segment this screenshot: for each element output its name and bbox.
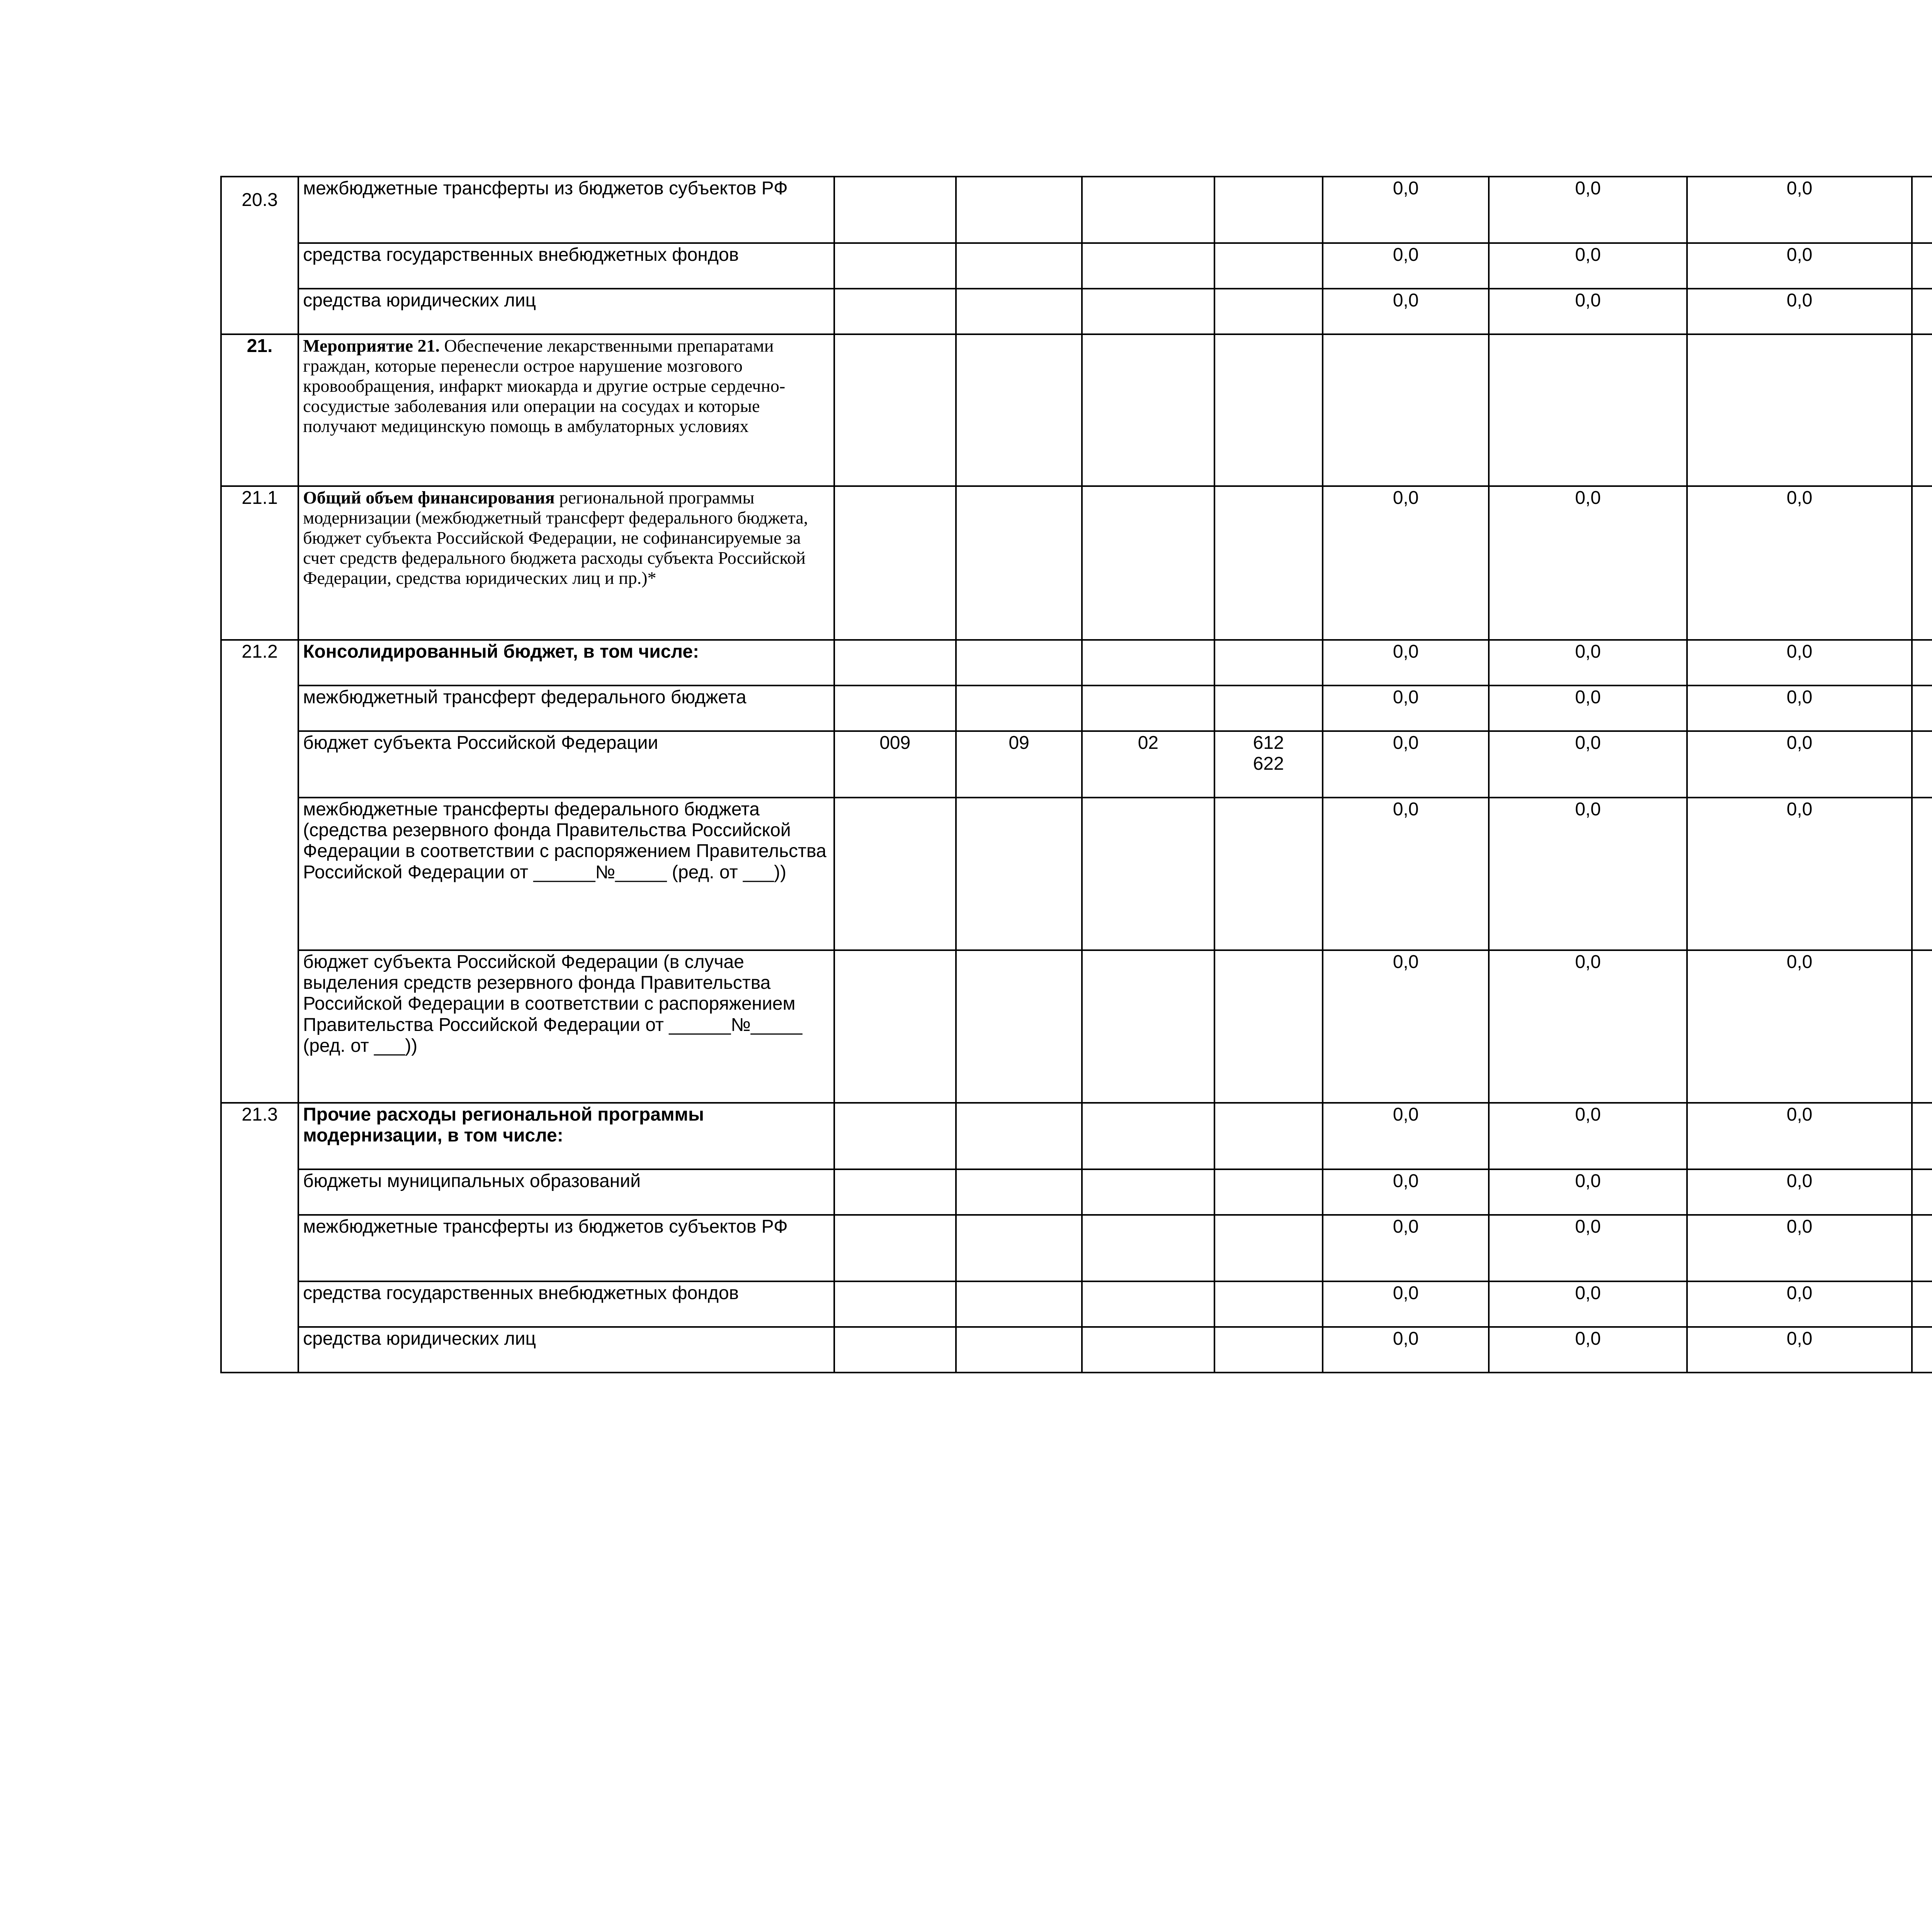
value-cell: [1912, 1281, 1932, 1327]
rz-cell: [956, 334, 1082, 486]
vr-cell: [1214, 1103, 1323, 1169]
rz-cell: [956, 243, 1082, 289]
value-cell: [1912, 177, 1932, 243]
table-row: [221, 243, 1932, 289]
value-cell: 0,0: [1323, 177, 1489, 243]
rz-cell: [956, 289, 1082, 334]
rz-code: 09: [956, 731, 1082, 798]
grbs-cell: [834, 177, 956, 243]
row-label: средства юридических лиц: [298, 289, 834, 334]
rz-cell: [956, 1103, 1082, 1169]
pr-cell: [1082, 289, 1214, 334]
value-cell: 0,0: [1489, 640, 1687, 685]
value-cell: 0,0: [1489, 1103, 1687, 1169]
row-label: межбюджетные трансферты федерального бюджета (средства резервного фонда Правительства Российской Федерации в соответствии с распоряжением Правительства Российской Федерации от ______№_____ (ред. от ___)): [298, 798, 834, 950]
vr-cell: [1214, 950, 1323, 1103]
value-cell: 0,0: [1687, 1103, 1912, 1169]
value-cell: 0,0: [1489, 1327, 1687, 1373]
value-cell: [1323, 334, 1489, 486]
pr-code: 02: [1082, 731, 1214, 798]
value-cell: 0,0: [1323, 243, 1489, 289]
value-cell: 0,0: [1489, 177, 1687, 243]
row-number: 20.3: [221, 177, 298, 334]
pr-cell: [1082, 1281, 1214, 1327]
value-cell: [1912, 731, 1932, 798]
vr-cell: [1214, 334, 1323, 486]
row-label: бюджет субъекта Российской Федерации: [298, 731, 834, 798]
value-cell: 0,0: [1323, 685, 1489, 731]
rz-cell: [956, 1215, 1082, 1281]
grbs-cell: [834, 486, 956, 640]
table-row: [221, 640, 1932, 685]
value-cell: 0,0: [1687, 640, 1912, 685]
pr-cell: [1082, 243, 1214, 289]
value-cell: 0,0: [1489, 243, 1687, 289]
pr-cell: [1082, 486, 1214, 640]
pr-cell: [1082, 1215, 1214, 1281]
value-cell: 0,0: [1323, 289, 1489, 334]
row-label: средства юридических лиц: [298, 1327, 834, 1373]
value-cell: 0,0: [1687, 177, 1912, 243]
table-row: [221, 1103, 1932, 1169]
value-cell: 0,0: [1687, 1281, 1912, 1327]
value-cell: [1912, 1327, 1932, 1373]
row-number: 21.3: [221, 1103, 298, 1373]
value-cell: 0,0: [1489, 1215, 1687, 1281]
value-cell: 0,0: [1323, 1215, 1489, 1281]
table-row: [221, 950, 1932, 1103]
row-label: бюджеты муниципальных образований: [298, 1169, 834, 1215]
value-cell: 0,0: [1489, 731, 1687, 798]
grbs-cell: [834, 685, 956, 731]
grbs-cell: [834, 1215, 956, 1281]
label-bold: Мероприятие 21.: [303, 336, 440, 356]
value-cell: 0,0: [1687, 1327, 1912, 1373]
vr-code-1: 612: [1253, 733, 1284, 753]
value-cell: 0,0: [1687, 1169, 1912, 1215]
vr-cell: [1214, 289, 1323, 334]
value-cell: [1912, 289, 1932, 334]
row-number: 21.2: [221, 640, 298, 1103]
table-row: [221, 289, 1932, 334]
value-cell: [1912, 950, 1932, 1103]
vr-cell: [1214, 1169, 1323, 1215]
value-cell: 0,0: [1489, 486, 1687, 640]
value-cell: [1912, 1103, 1932, 1169]
row-label: [298, 334, 834, 486]
grbs-cell: [834, 798, 956, 950]
value-cell: 0,0: [1489, 1281, 1687, 1327]
vr-cell: [1214, 640, 1323, 685]
row-number: 21.1: [221, 486, 298, 640]
table-row: [221, 798, 1932, 950]
value-cell: 0,0: [1489, 685, 1687, 731]
rz-cell: [956, 950, 1082, 1103]
row-label: бюджет субъекта Российской Федерации (в случае выделения средств резервного фонда Правительства Российской Федерации в соответствии с распоряжением Правительства Российской Федерации от ______№_____ (ред. от ___)): [298, 950, 834, 1103]
vr-cell: [1214, 1327, 1323, 1373]
grbs-code: 009: [834, 731, 956, 798]
table-row: [221, 177, 1932, 243]
value-cell: [1912, 1169, 1932, 1215]
rz-cell: [956, 640, 1082, 685]
vr-cell: [1214, 177, 1323, 243]
table-row: [221, 685, 1932, 731]
pr-cell: [1082, 1103, 1214, 1169]
label-text: Обеспечение лекарственными препаратами граждан, которые перенесли острое нарушение мозгового кровообращения, инфаркт миокарда и другие острые сердечно-сосудистые заболевания или операции на сосудах и которые получают медицинскую помощь в амбулаторных условиях: [303, 336, 786, 436]
value-cell: 0,0: [1489, 1169, 1687, 1215]
grbs-cell: [834, 1327, 956, 1373]
grbs-cell: [834, 243, 956, 289]
value-cell: [1912, 1215, 1932, 1281]
grbs-cell: [834, 1169, 956, 1215]
value-cell: 0,0: [1687, 731, 1912, 798]
row-label: межбюджетный трансферт федерального бюджета: [298, 685, 834, 731]
value-cell: 0,0: [1687, 798, 1912, 950]
vr-cell: [1214, 1281, 1323, 1327]
value-cell: 0,0: [1323, 1169, 1489, 1215]
label-bold: Общий объем финансирования: [303, 488, 555, 507]
row-label: межбюджетные трансферты из бюджетов субъектов РФ: [298, 177, 834, 243]
vr-code: [1214, 731, 1323, 798]
grbs-cell: [834, 1281, 956, 1327]
pr-cell: [1082, 1169, 1214, 1215]
table-row: [221, 1281, 1932, 1327]
table-row: [221, 334, 1932, 486]
value-cell: [1912, 798, 1932, 950]
label-text: региональной программы модернизации (межбюджетный трансферт федерального бюджета, бюджет субъекта Российской Федерации, не софинансируемые за счет средств федерального бюджета расходы субъекта Российской Федерации, средства юридических лиц и пр.)*: [303, 488, 808, 588]
table-row: [221, 1215, 1932, 1281]
grbs-cell: [834, 1103, 956, 1169]
value-cell: 0,0: [1323, 1103, 1489, 1169]
value-cell: 0,0: [1687, 486, 1912, 640]
value-cell: [1687, 334, 1912, 486]
value-cell: [1912, 486, 1932, 640]
pr-cell: [1082, 1327, 1214, 1373]
vr-cell: [1214, 798, 1323, 950]
value-cell: 0,0: [1687, 289, 1912, 334]
value-cell: 0,0: [1323, 950, 1489, 1103]
vr-cell: [1214, 1215, 1323, 1281]
row-label: межбюджетные трансферты из бюджетов субъектов РФ: [298, 1215, 834, 1281]
value-cell: [1912, 685, 1932, 731]
row-label: средства государственных внебюджетных фондов: [298, 1281, 834, 1327]
grbs-cell: [834, 950, 956, 1103]
vr-cell: [1214, 486, 1323, 640]
value-cell: 0,0: [1323, 1327, 1489, 1373]
row-label: [298, 486, 834, 640]
rz-cell: [956, 1327, 1082, 1373]
rz-cell: [956, 1281, 1082, 1327]
pr-cell: [1082, 798, 1214, 950]
pr-cell: [1082, 177, 1214, 243]
value-cell: 0,0: [1323, 731, 1489, 798]
value-cell: 0,0: [1687, 685, 1912, 731]
value-cell: 0,0: [1323, 486, 1489, 640]
value-cell: [1912, 334, 1932, 486]
table-row: [221, 1327, 1932, 1373]
vr-cell: [1214, 685, 1323, 731]
pr-cell: [1082, 640, 1214, 685]
grbs-cell: [834, 640, 956, 685]
value-cell: 0,0: [1489, 289, 1687, 334]
value-cell: [1489, 334, 1687, 486]
row-number: 21.: [221, 334, 298, 486]
value-cell: [1912, 243, 1932, 289]
table-row: [221, 1169, 1932, 1215]
pr-cell: [1082, 950, 1214, 1103]
value-cell: 0,0: [1687, 243, 1912, 289]
row-label: Консолидированный бюджет, в том числе:: [298, 640, 834, 685]
row-label: Прочие расходы региональной программы модернизации, в том числе:: [298, 1103, 834, 1169]
vr-cell: [1214, 243, 1323, 289]
value-cell: 0,0: [1323, 798, 1489, 950]
pr-cell: [1082, 685, 1214, 731]
rz-cell: [956, 486, 1082, 640]
rz-cell: [956, 1169, 1082, 1215]
rz-cell: [956, 177, 1082, 243]
budget-table: [220, 176, 1932, 1373]
table-row: [221, 731, 1932, 798]
row-label: средства государственных внебюджетных фондов: [298, 243, 834, 289]
value-cell: 0,0: [1489, 950, 1687, 1103]
grbs-cell: [834, 334, 956, 486]
value-cell: 0,0: [1687, 1215, 1912, 1281]
value-cell: [1912, 640, 1932, 685]
grbs-cell: [834, 289, 956, 334]
vr-code-2: 622: [1253, 754, 1284, 774]
value-cell: 0,0: [1687, 950, 1912, 1103]
value-cell: 0,0: [1323, 1281, 1489, 1327]
table-row: [221, 486, 1932, 640]
value-cell: 0,0: [1489, 798, 1687, 950]
rz-cell: [956, 685, 1082, 731]
pr-cell: [1082, 334, 1214, 486]
value-cell: 0,0: [1323, 640, 1489, 685]
rz-cell: [956, 798, 1082, 950]
